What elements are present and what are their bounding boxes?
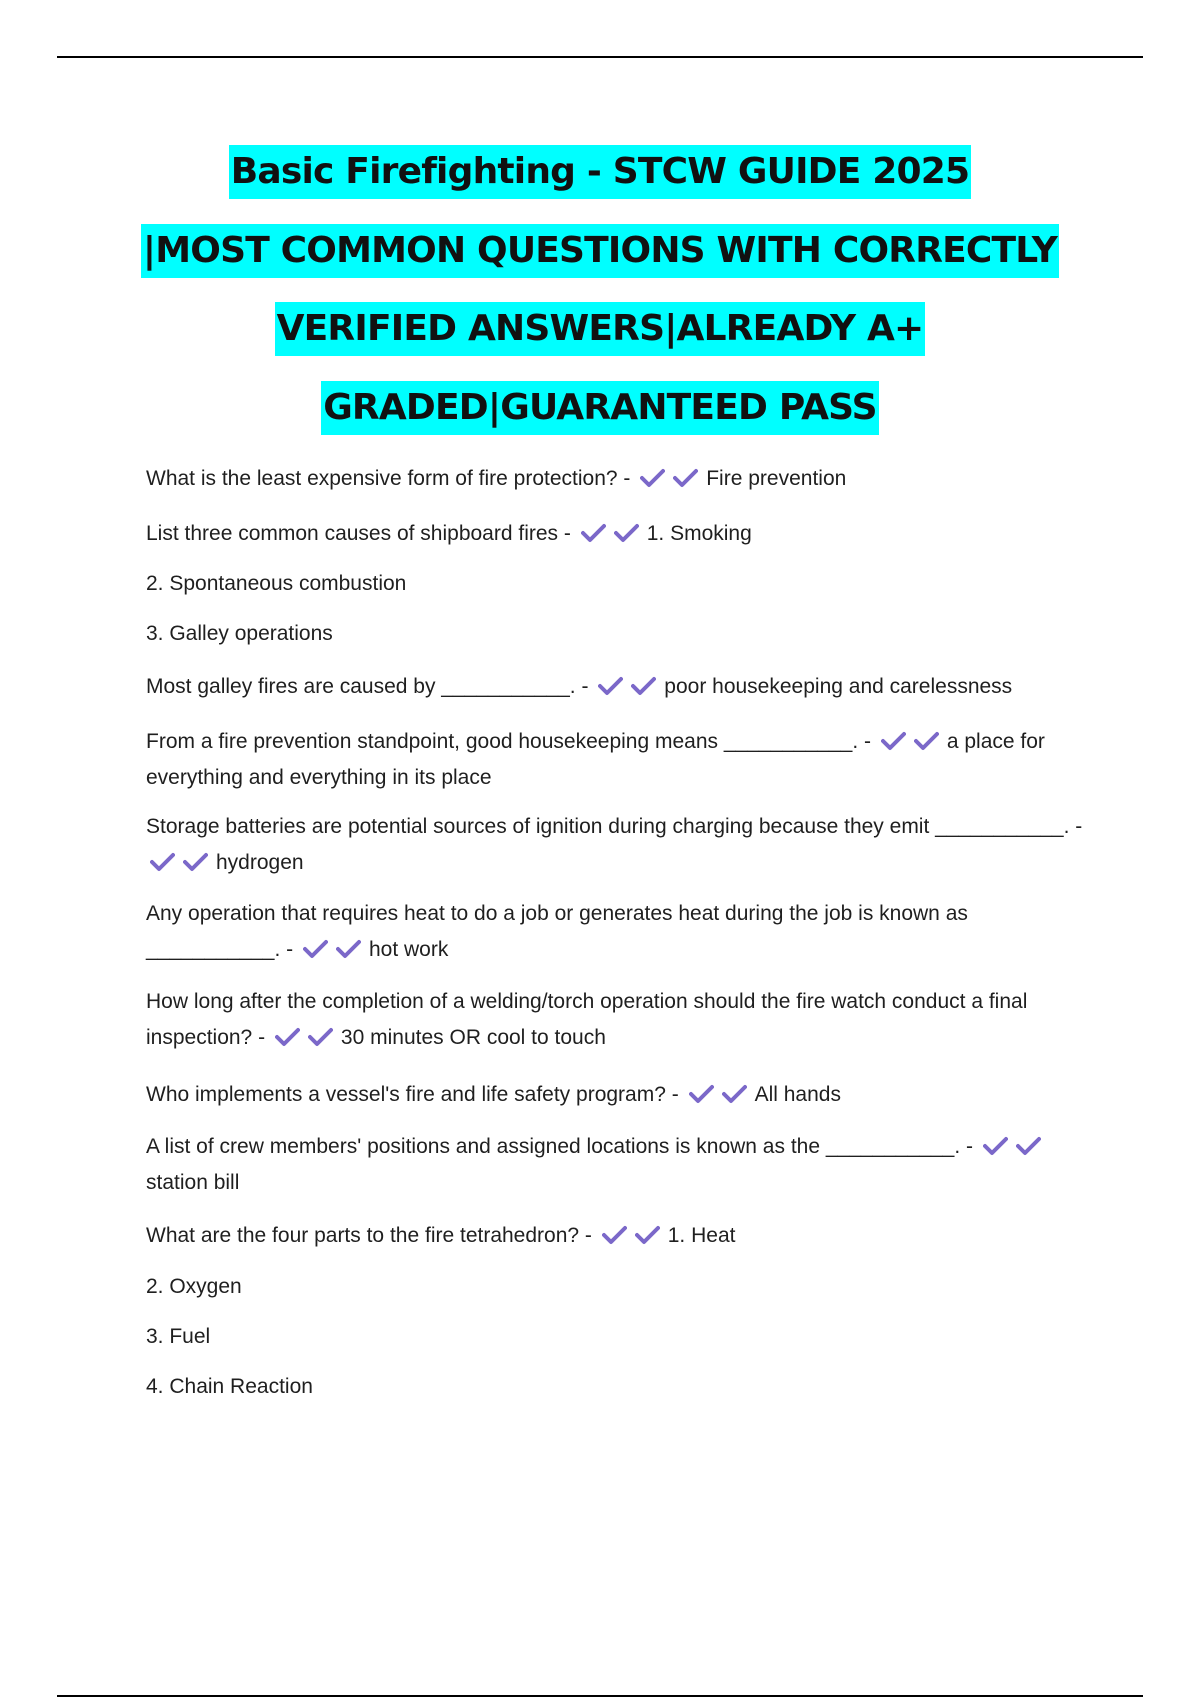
top-rule	[57, 56, 1143, 58]
title-line-2: |MOST COMMON QUESTIONS WITH CORRECTLY	[141, 224, 1059, 278]
qa-item	[146, 516, 1086, 552]
answer-text: Fire prevention	[706, 467, 847, 490]
check-icon	[183, 852, 208, 872]
check-icon	[689, 1084, 714, 1104]
check-icon	[1016, 1136, 1041, 1156]
question-text: From a fire prevention standpoint, good housekeeping means ___________. -	[146, 730, 871, 753]
check-pair	[877, 724, 947, 760]
title-line-4: GRADED|GUARANTEED PASS	[321, 381, 879, 435]
check-icon	[150, 852, 175, 872]
check-pair	[577, 516, 647, 552]
answer-line: 2. Oxygen	[146, 1275, 242, 1298]
check-icon	[336, 939, 361, 959]
question-text: Any operation that requires heat to do a job or generates heat during the job is known as ___________. -	[146, 902, 968, 961]
qa-item	[146, 724, 1086, 796]
answer-text: 1. Smoking	[646, 522, 752, 545]
question-text: Most galley fires are caused by ___________. -	[146, 675, 589, 698]
check-icon	[308, 1027, 333, 1047]
check-icon	[581, 523, 606, 543]
qa-item	[146, 1077, 1086, 1113]
answer-text: station bill	[146, 1171, 240, 1194]
check-pair	[636, 461, 706, 497]
answer-text: poor housekeeping and carelessness	[664, 675, 1013, 698]
qa-item	[146, 1129, 1086, 1201]
check-icon	[602, 1225, 627, 1245]
document-title	[0, 145, 1200, 459]
qa-item	[146, 984, 1086, 1056]
question-text: Who implements a vessel's fire and life safety program? -	[146, 1083, 679, 1106]
check-icon	[614, 523, 639, 543]
check-icon	[881, 731, 906, 751]
check-icon	[303, 939, 328, 959]
question-text: What are the four parts to the fire tetrahedron? -	[146, 1224, 592, 1247]
check-pair	[146, 845, 216, 881]
check-pair	[299, 932, 369, 968]
check-icon	[722, 1084, 747, 1104]
answer-text: 30 minutes OR cool to touch	[340, 1026, 606, 1049]
check-icon	[631, 676, 656, 696]
answer-line: 4. Chain Reaction	[146, 1375, 313, 1398]
question-text: How long after the completion of a welding/torch operation should the fire watch conduct a final inspection? -	[146, 990, 1028, 1049]
check-icon	[914, 731, 939, 751]
qa-item	[146, 896, 1086, 968]
answer-line: 3. Galley operations	[146, 622, 333, 645]
qa-item	[146, 1218, 1086, 1254]
check-icon	[983, 1136, 1008, 1156]
check-icon	[673, 468, 698, 488]
qa-item	[146, 669, 1086, 705]
qa-item	[146, 461, 1086, 497]
check-pair	[271, 1020, 341, 1056]
check-pair	[594, 669, 664, 705]
check-icon	[635, 1225, 660, 1245]
title-line	[0, 224, 1200, 303]
answer-text: hot work	[368, 938, 449, 961]
check-icon	[640, 468, 665, 488]
answer-text: All hands	[754, 1083, 841, 1106]
answer-text: hydrogen	[216, 851, 304, 874]
answer-text: 1. Heat	[667, 1224, 736, 1247]
qa-item	[146, 809, 1086, 881]
answer-text: a place for everything and everything in its place	[146, 730, 1045, 789]
title-line	[0, 145, 1200, 224]
title-line	[0, 381, 1200, 460]
title-line-1: Basic Firefighting - STCW GUIDE 2025	[229, 145, 972, 199]
check-pair	[979, 1129, 1049, 1165]
title-line-3: VERIFIED ANSWERS|ALREADY A+	[275, 302, 926, 356]
question-text: List three common causes of shipboard fires -	[146, 522, 571, 545]
answer-line: 3. Fuel	[146, 1325, 211, 1348]
question-text: Storage batteries are potential sources of ignition during charging because they emit ___________. -	[146, 815, 1083, 838]
question-text: What is the least expensive form of fire protection? -	[146, 467, 631, 490]
answer-line: 2. Spontaneous combustion	[146, 572, 407, 595]
check-icon	[598, 676, 623, 696]
question-text: A list of crew members' positions and assigned locations is known as the ___________. -	[146, 1135, 973, 1158]
title-line	[0, 302, 1200, 381]
check-pair	[685, 1077, 755, 1113]
bottom-rule	[57, 1695, 1143, 1697]
check-icon	[275, 1027, 300, 1047]
check-pair	[598, 1218, 668, 1254]
